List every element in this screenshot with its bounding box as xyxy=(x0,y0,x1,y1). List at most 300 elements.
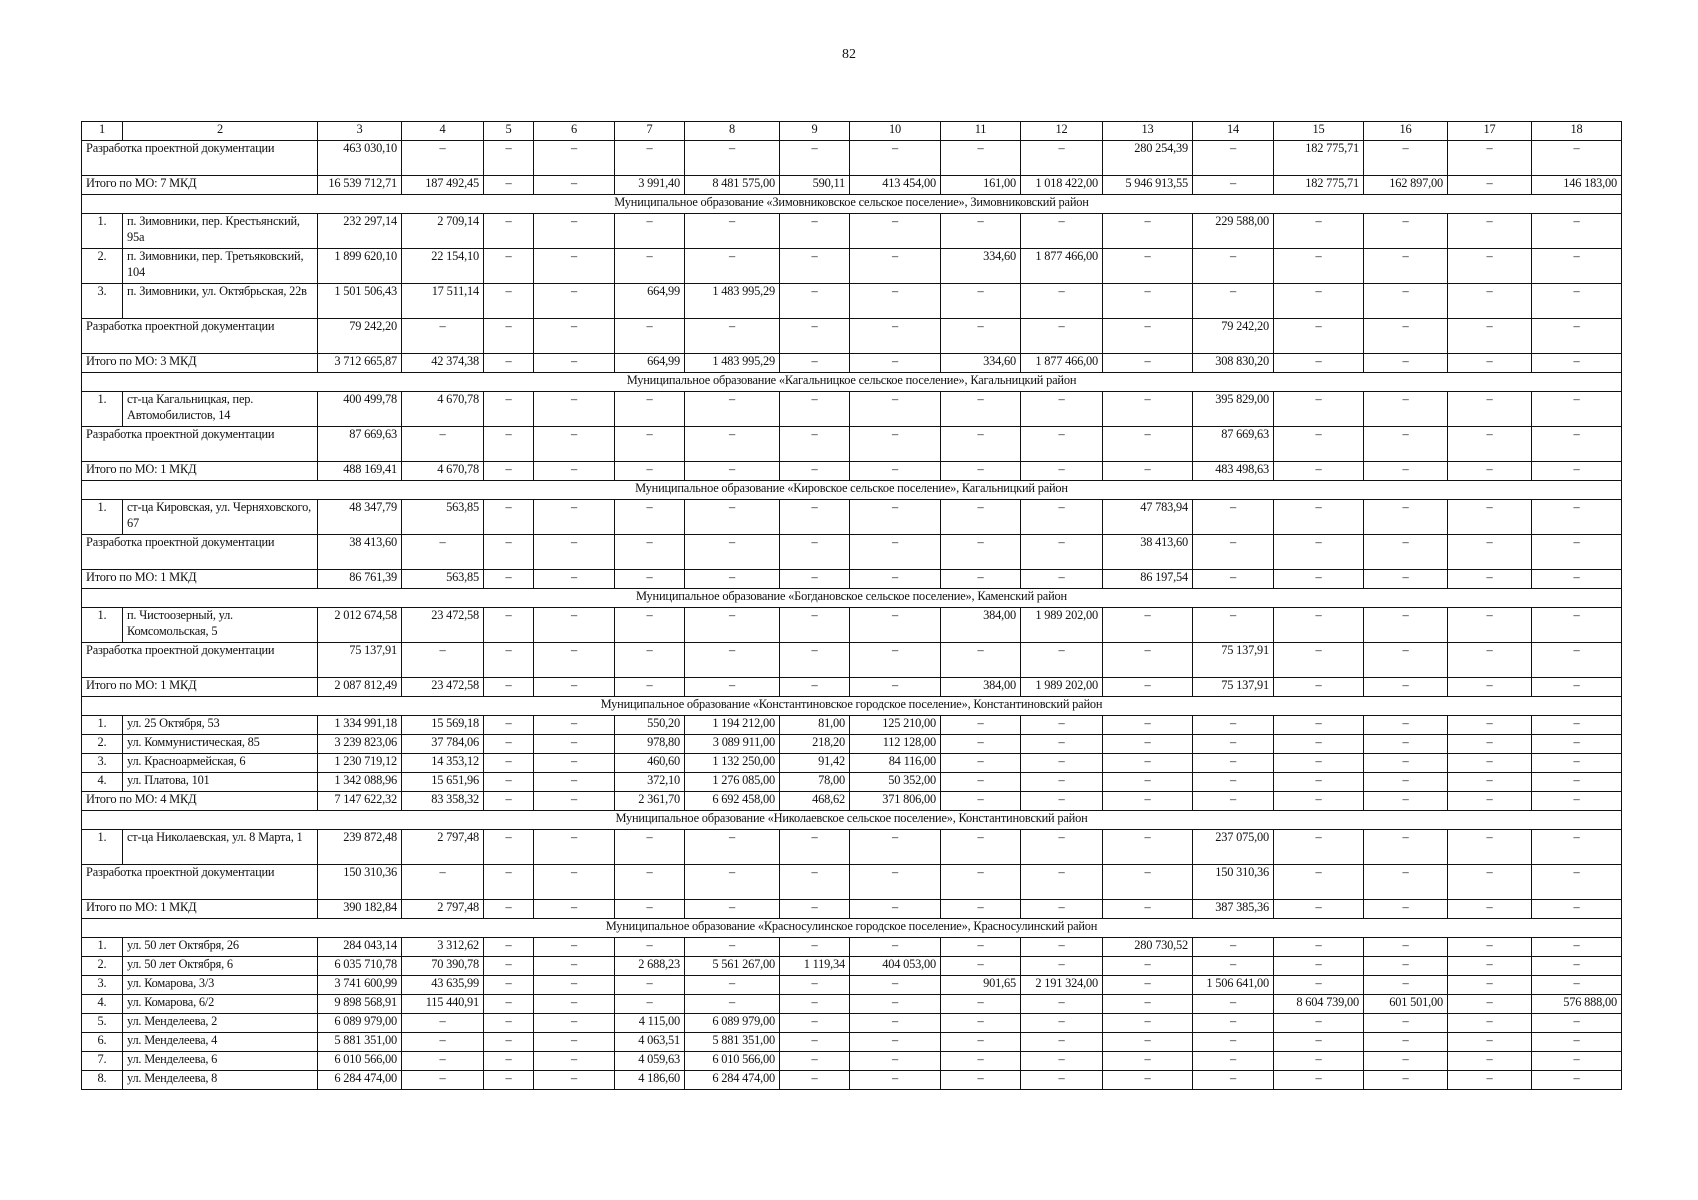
value-cell: – xyxy=(1021,141,1103,176)
value-cell: – xyxy=(685,249,780,284)
value-cell: – xyxy=(484,249,534,284)
value-cell: – xyxy=(850,500,941,535)
column-number: 9 xyxy=(780,122,850,141)
value-cell: 664,99 xyxy=(615,284,685,319)
total-label: Итого по МО: 4 МКД xyxy=(82,792,318,811)
value-cell: – xyxy=(1103,716,1193,735)
value-cell: – xyxy=(850,1014,941,1033)
value-cell: – xyxy=(484,773,534,792)
value-cell: 372,10 xyxy=(615,773,685,792)
design-docs-row xyxy=(82,865,1622,900)
value-cell: – xyxy=(484,938,534,957)
value-cell: – xyxy=(850,214,941,249)
value-cell: – xyxy=(941,773,1021,792)
row-number: 3. xyxy=(82,284,123,319)
value-cell: – xyxy=(1364,773,1448,792)
value-cell: – xyxy=(1532,716,1622,735)
value-cell: – xyxy=(1103,678,1193,697)
value-cell: – xyxy=(1193,500,1274,535)
value-cell: 6 010 566,00 xyxy=(318,1052,402,1071)
table-row xyxy=(82,735,1622,754)
value-cell: 23 472,58 xyxy=(402,608,484,643)
value-cell: 7 147 622,32 xyxy=(318,792,402,811)
value-cell: – xyxy=(685,678,780,697)
value-cell: 112 128,00 xyxy=(850,735,941,754)
value-cell: – xyxy=(1364,900,1448,919)
value-cell: – xyxy=(1448,1052,1532,1071)
value-cell: – xyxy=(1193,1014,1274,1033)
value-cell: – xyxy=(850,938,941,957)
value-cell: – xyxy=(1021,735,1103,754)
value-cell: – xyxy=(534,865,615,900)
value-cell: 6 692 458,00 xyxy=(685,792,780,811)
value-cell: – xyxy=(1021,865,1103,900)
value-cell: – xyxy=(780,354,850,373)
value-cell: – xyxy=(1021,716,1103,735)
value-cell: – xyxy=(1274,1052,1364,1071)
row-number: 4. xyxy=(82,995,123,1014)
section-header-row xyxy=(82,919,1622,938)
address-cell: п. Зимовники, пер. Третьяковский, 104 xyxy=(123,249,318,284)
value-cell: – xyxy=(941,957,1021,976)
value-cell: – xyxy=(850,284,941,319)
value-cell: – xyxy=(1274,1071,1364,1090)
address-cell: ст-ца Кагальницкая, пер. Автомобилистов, 14 xyxy=(123,392,318,427)
value-cell: – xyxy=(484,678,534,697)
value-cell: – xyxy=(1364,570,1448,589)
value-cell: – xyxy=(1193,1033,1274,1052)
value-cell: – xyxy=(780,500,850,535)
value-cell: – xyxy=(1021,957,1103,976)
value-cell: – xyxy=(1448,141,1532,176)
address-cell: ул. Менделеева, 8 xyxy=(123,1071,318,1090)
column-number: 16 xyxy=(1364,122,1448,141)
row-number: 1. xyxy=(82,716,123,735)
table-row xyxy=(82,1052,1622,1071)
column-number: 1 xyxy=(82,122,123,141)
value-cell: 1 501 506,43 xyxy=(318,284,402,319)
value-cell: – xyxy=(1103,1052,1193,1071)
value-cell: – xyxy=(1364,1033,1448,1052)
value-cell: 48 347,79 xyxy=(318,500,402,535)
value-cell: – xyxy=(1021,500,1103,535)
value-cell: – xyxy=(484,427,534,462)
value-cell: – xyxy=(1364,392,1448,427)
value-cell: – xyxy=(1021,319,1103,354)
column-number-row xyxy=(82,122,1622,141)
value-cell: 5 946 913,55 xyxy=(1103,176,1193,195)
value-cell: – xyxy=(615,643,685,678)
address-cell: п. Зимовники, ул. Октябрьская, 22в xyxy=(123,284,318,319)
value-cell: 5 561 267,00 xyxy=(685,957,780,976)
value-cell: – xyxy=(484,570,534,589)
value-cell: 2 012 674,58 xyxy=(318,608,402,643)
value-cell: 182 775,71 xyxy=(1274,141,1364,176)
value-cell: – xyxy=(484,995,534,1014)
value-cell: – xyxy=(1274,392,1364,427)
value-cell: – xyxy=(1274,500,1364,535)
value-cell: 284 043,14 xyxy=(318,938,402,957)
value-cell: – xyxy=(1448,643,1532,678)
value-cell: – xyxy=(534,900,615,919)
value-cell: 9 898 568,91 xyxy=(318,995,402,1014)
value-cell: – xyxy=(1364,754,1448,773)
total-row xyxy=(82,354,1622,373)
value-cell: – xyxy=(534,678,615,697)
value-cell: – xyxy=(1448,830,1532,865)
total-label: Итого по МО: 1 МКД xyxy=(82,900,318,919)
value-cell: – xyxy=(1448,735,1532,754)
value-cell: 1 276 085,00 xyxy=(685,773,780,792)
column-number: 12 xyxy=(1021,122,1103,141)
value-cell: – xyxy=(615,678,685,697)
value-cell: – xyxy=(941,141,1021,176)
value-cell: 1 230 719,12 xyxy=(318,754,402,773)
value-cell: 14 353,12 xyxy=(402,754,484,773)
value-cell: 79 242,20 xyxy=(318,319,402,354)
value-cell: 1 018 422,00 xyxy=(1021,176,1103,195)
value-cell: – xyxy=(941,900,1021,919)
value-cell: – xyxy=(534,284,615,319)
value-cell: – xyxy=(780,284,850,319)
row-number: 3. xyxy=(82,976,123,995)
value-cell: – xyxy=(850,354,941,373)
value-cell: – xyxy=(484,392,534,427)
value-cell: – xyxy=(685,462,780,481)
value-cell: – xyxy=(484,792,534,811)
value-cell: – xyxy=(780,392,850,427)
value-cell: 3 712 665,87 xyxy=(318,354,402,373)
value-cell: – xyxy=(1448,773,1532,792)
value-cell: 81,00 xyxy=(780,716,850,735)
value-cell: 2 797,48 xyxy=(402,830,484,865)
value-cell: – xyxy=(1364,716,1448,735)
value-cell: – xyxy=(1364,1071,1448,1090)
value-cell: – xyxy=(1103,427,1193,462)
value-cell: – xyxy=(1274,643,1364,678)
value-cell: – xyxy=(1274,678,1364,697)
value-cell: – xyxy=(1532,427,1622,462)
value-cell: – xyxy=(780,1052,850,1071)
value-cell: 371 806,00 xyxy=(850,792,941,811)
value-cell: 6 010 566,00 xyxy=(685,1052,780,1071)
value-cell: – xyxy=(402,1033,484,1052)
value-cell: – xyxy=(534,643,615,678)
value-cell: – xyxy=(1193,535,1274,570)
value-cell: – xyxy=(941,830,1021,865)
value-cell: – xyxy=(850,608,941,643)
value-cell: – xyxy=(1532,354,1622,373)
value-cell: 395 829,00 xyxy=(1193,392,1274,427)
section-header-row xyxy=(82,373,1622,392)
value-cell: – xyxy=(1274,938,1364,957)
table-row xyxy=(82,754,1622,773)
value-cell: – xyxy=(1448,792,1532,811)
value-cell: – xyxy=(484,1014,534,1033)
value-cell: – xyxy=(1193,1071,1274,1090)
value-cell: – xyxy=(1274,773,1364,792)
value-cell: 87 669,63 xyxy=(1193,427,1274,462)
row-number: 1. xyxy=(82,830,123,865)
value-cell: 8 481 575,00 xyxy=(685,176,780,195)
section-title: Муниципальное образование «Красносулинское городское поселение», Красносулинский район xyxy=(82,919,1622,938)
value-cell: 590,11 xyxy=(780,176,850,195)
value-cell: – xyxy=(534,1071,615,1090)
value-cell: – xyxy=(1532,830,1622,865)
value-cell: – xyxy=(1532,141,1622,176)
value-cell: – xyxy=(1021,938,1103,957)
value-cell: 6 089 979,00 xyxy=(318,1014,402,1033)
value-cell: – xyxy=(850,995,941,1014)
design-docs-label: Разработка проектной документации xyxy=(82,865,318,900)
value-cell: 150 310,36 xyxy=(318,865,402,900)
value-cell: 87 669,63 xyxy=(318,427,402,462)
column-number: 11 xyxy=(941,122,1021,141)
value-cell: – xyxy=(1021,1071,1103,1090)
value-cell: 79 242,20 xyxy=(1193,319,1274,354)
value-cell: – xyxy=(1021,392,1103,427)
value-cell: – xyxy=(484,754,534,773)
value-cell: – xyxy=(615,427,685,462)
address-cell: п. Зимовники, пер. Крестьянский, 95а xyxy=(123,214,318,249)
value-cell: – xyxy=(1103,995,1193,1014)
value-cell: – xyxy=(615,462,685,481)
section-header-row xyxy=(82,811,1622,830)
value-cell: – xyxy=(1193,773,1274,792)
value-cell: – xyxy=(1532,865,1622,900)
value-cell: 390 182,84 xyxy=(318,900,402,919)
value-cell: – xyxy=(1364,284,1448,319)
value-cell: – xyxy=(484,643,534,678)
value-cell: – xyxy=(941,427,1021,462)
value-cell: – xyxy=(685,608,780,643)
table-row xyxy=(82,716,1622,735)
value-cell: – xyxy=(780,643,850,678)
design-docs-row xyxy=(82,141,1622,176)
value-cell: – xyxy=(941,995,1021,1014)
value-cell: – xyxy=(941,570,1021,589)
value-cell: – xyxy=(1274,957,1364,976)
value-cell: – xyxy=(941,716,1021,735)
value-cell: – xyxy=(1103,900,1193,919)
value-cell: 3 312,62 xyxy=(402,938,484,957)
value-cell: 83 358,32 xyxy=(402,792,484,811)
total-row xyxy=(82,176,1622,195)
value-cell: 6 035 710,78 xyxy=(318,957,402,976)
value-cell: – xyxy=(534,1033,615,1052)
value-cell: – xyxy=(534,500,615,535)
value-cell: – xyxy=(850,427,941,462)
value-cell: – xyxy=(685,643,780,678)
table-row xyxy=(82,938,1622,957)
value-cell: 4 063,51 xyxy=(615,1033,685,1052)
value-cell: – xyxy=(780,976,850,995)
value-cell: – xyxy=(1448,678,1532,697)
design-docs-row xyxy=(82,643,1622,678)
value-cell: – xyxy=(1193,570,1274,589)
value-cell: – xyxy=(685,319,780,354)
value-cell: – xyxy=(1021,995,1103,1014)
value-cell: – xyxy=(1274,319,1364,354)
value-cell: – xyxy=(1021,462,1103,481)
value-cell: 308 830,20 xyxy=(1193,354,1274,373)
value-cell: – xyxy=(1274,462,1364,481)
value-cell: – xyxy=(1274,427,1364,462)
value-cell: – xyxy=(685,830,780,865)
value-cell: 182 775,71 xyxy=(1274,176,1364,195)
value-cell: – xyxy=(534,957,615,976)
value-cell: 15 651,96 xyxy=(402,773,484,792)
value-cell: – xyxy=(1448,176,1532,195)
value-cell: 75 137,91 xyxy=(1193,678,1274,697)
value-cell: – xyxy=(534,1014,615,1033)
value-cell: – xyxy=(484,608,534,643)
value-cell: – xyxy=(685,392,780,427)
value-cell: – xyxy=(685,976,780,995)
value-cell: 468,62 xyxy=(780,792,850,811)
value-cell: – xyxy=(534,938,615,957)
value-cell: – xyxy=(941,792,1021,811)
value-cell: – xyxy=(484,462,534,481)
column-number: 13 xyxy=(1103,122,1193,141)
total-label: Итого по МО: 7 МКД xyxy=(82,176,318,195)
value-cell: – xyxy=(1532,500,1622,535)
value-cell: – xyxy=(1193,284,1274,319)
value-cell: 1 119,34 xyxy=(780,957,850,976)
address-cell: ул. Менделеева, 6 xyxy=(123,1052,318,1071)
value-cell: – xyxy=(941,735,1021,754)
value-cell: – xyxy=(484,865,534,900)
value-cell: 38 413,60 xyxy=(1103,535,1193,570)
value-cell: – xyxy=(941,535,1021,570)
value-cell: – xyxy=(1274,976,1364,995)
value-cell: – xyxy=(615,392,685,427)
section-title: Муниципальное образование «Зимовниковское сельское поселение», Зимовниковский район xyxy=(82,195,1622,214)
value-cell: – xyxy=(534,427,615,462)
value-cell: 5 881 351,00 xyxy=(318,1033,402,1052)
value-cell: – xyxy=(850,678,941,697)
value-cell: 1 132 250,00 xyxy=(685,754,780,773)
value-cell: – xyxy=(685,995,780,1014)
value-cell: – xyxy=(1532,900,1622,919)
value-cell: 1 877 466,00 xyxy=(1021,354,1103,373)
value-cell: 150 310,36 xyxy=(1193,865,1274,900)
value-cell: – xyxy=(1103,865,1193,900)
value-cell: – xyxy=(1532,773,1622,792)
value-cell: – xyxy=(1448,1071,1532,1090)
value-cell: – xyxy=(1364,792,1448,811)
value-cell: – xyxy=(1448,957,1532,976)
value-cell: – xyxy=(941,1071,1021,1090)
value-cell: – xyxy=(1103,754,1193,773)
value-cell: 483 498,63 xyxy=(1193,462,1274,481)
value-cell: 1 989 202,00 xyxy=(1021,678,1103,697)
value-cell: 6 284 474,00 xyxy=(685,1071,780,1090)
section-title: Муниципальное образование «Кировское сельское поселение», Кагальницкий район xyxy=(82,481,1622,500)
value-cell: 3 741 600,99 xyxy=(318,976,402,995)
value-cell: – xyxy=(484,1033,534,1052)
value-cell: – xyxy=(1364,354,1448,373)
value-cell: – xyxy=(1532,1071,1622,1090)
value-cell: – xyxy=(484,535,534,570)
value-cell: – xyxy=(780,678,850,697)
value-cell: – xyxy=(1021,643,1103,678)
value-cell: – xyxy=(1103,392,1193,427)
value-cell: – xyxy=(780,570,850,589)
table-row xyxy=(82,995,1622,1014)
value-cell: 3 991,40 xyxy=(615,176,685,195)
value-cell: – xyxy=(1532,1014,1622,1033)
value-cell: – xyxy=(1274,865,1364,900)
table-row xyxy=(82,976,1622,995)
value-cell: – xyxy=(1448,500,1532,535)
value-cell: 75 137,91 xyxy=(318,643,402,678)
value-cell: 161,00 xyxy=(941,176,1021,195)
value-cell: – xyxy=(534,214,615,249)
value-cell: 23 472,58 xyxy=(402,678,484,697)
value-cell: – xyxy=(402,865,484,900)
value-cell: 22 154,10 xyxy=(402,249,484,284)
value-cell: – xyxy=(402,1071,484,1090)
value-cell: – xyxy=(1364,976,1448,995)
value-cell: – xyxy=(1448,354,1532,373)
value-cell: – xyxy=(534,176,615,195)
value-cell: – xyxy=(1364,830,1448,865)
value-cell: – xyxy=(1103,608,1193,643)
value-cell: – xyxy=(1448,319,1532,354)
value-cell: 4 059,63 xyxy=(615,1052,685,1071)
address-cell: ст-ца Кировская, ул. Черняховского, 67 xyxy=(123,500,318,535)
value-cell: – xyxy=(850,392,941,427)
value-cell: 2 191 324,00 xyxy=(1021,976,1103,995)
value-cell: – xyxy=(534,735,615,754)
value-cell: 4 670,78 xyxy=(402,392,484,427)
column-number: 2 xyxy=(123,122,318,141)
value-cell: – xyxy=(780,427,850,462)
value-cell: – xyxy=(685,141,780,176)
value-cell: – xyxy=(1103,249,1193,284)
value-cell: – xyxy=(1193,716,1274,735)
value-cell: 47 783,94 xyxy=(1103,500,1193,535)
value-cell: – xyxy=(1532,214,1622,249)
value-cell: – xyxy=(1021,1014,1103,1033)
value-cell: – xyxy=(1532,249,1622,284)
value-cell: – xyxy=(534,773,615,792)
value-cell: 162 897,00 xyxy=(1364,176,1448,195)
column-number: 7 xyxy=(615,122,685,141)
column-number: 17 xyxy=(1448,122,1532,141)
value-cell: 387 385,36 xyxy=(1193,900,1274,919)
value-cell: – xyxy=(1103,957,1193,976)
value-cell: – xyxy=(615,830,685,865)
value-cell: – xyxy=(534,462,615,481)
value-cell: 42 374,38 xyxy=(402,354,484,373)
table-row xyxy=(82,1033,1622,1052)
value-cell: 4 186,60 xyxy=(615,1071,685,1090)
value-cell: 1 506 641,00 xyxy=(1193,976,1274,995)
value-cell: 384,00 xyxy=(941,678,1021,697)
value-cell: – xyxy=(1193,141,1274,176)
value-cell: – xyxy=(1448,865,1532,900)
value-cell: 413 454,00 xyxy=(850,176,941,195)
row-number: 8. xyxy=(82,1071,123,1090)
column-number: 18 xyxy=(1532,122,1622,141)
value-cell: – xyxy=(534,792,615,811)
value-cell: 232 297,14 xyxy=(318,214,402,249)
value-cell: – xyxy=(850,1071,941,1090)
design-docs-label: Разработка проектной документации xyxy=(82,535,318,570)
value-cell: – xyxy=(1532,462,1622,481)
